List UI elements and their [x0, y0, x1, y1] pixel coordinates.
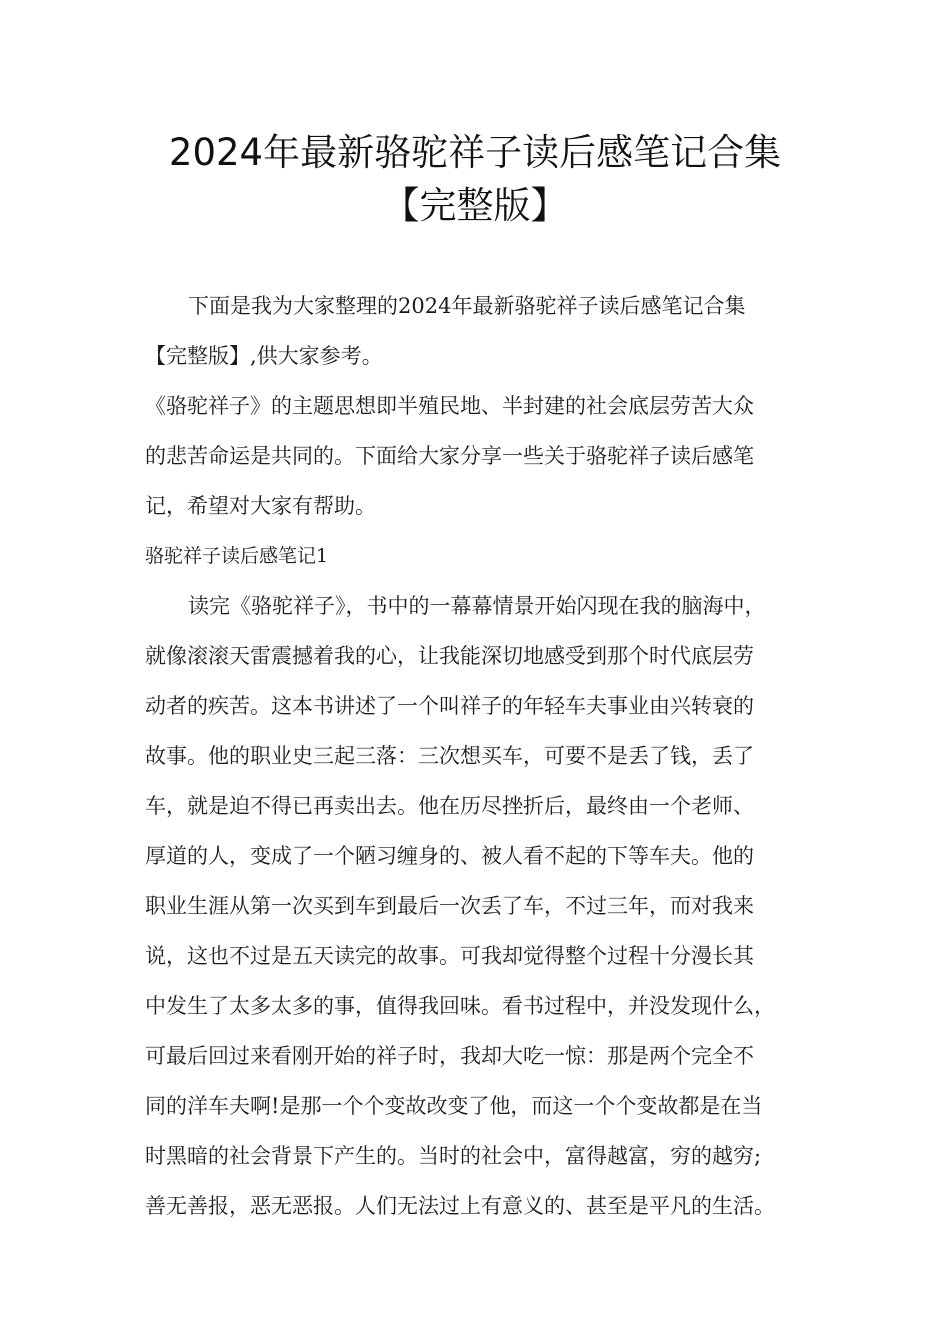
paragraph-line: 动者的疾苦。这本书讲述了一个叫祥子的年轻车夫事业由兴转衰的: [145, 694, 754, 718]
paragraph-line: 可最后回过来看刚开始的祥子时，我却大吃一惊：那是两个完全不: [145, 1044, 754, 1068]
paragraph-line: 中发生了太多太多的事，值得我回味。看书过程中，并没发现什么，: [145, 994, 775, 1018]
paragraph-line: 记，希望对大家有帮助。: [145, 494, 376, 518]
paragraph-line: 下面是我为大家整理的2024年最新骆驼祥子读后感笔记合集: [188, 294, 746, 318]
paragraph-line: 读完《骆驼祥子》，书中的一幕幕情景开始闪现在我的脑海中，: [188, 594, 766, 618]
paragraph-line: 职业生涯从第一次买到车到最后一次丢了车，不过三年，而对我来: [145, 894, 754, 918]
document-title-line-2: 【完整版】: [382, 184, 568, 227]
paragraph-line: 的悲苦命运是共同的。下面给大家分享一些关于骆驼祥子读后感笔: [145, 444, 754, 468]
paragraph-line: 善无善报，恶无恶报。人们无法过上有意义的、甚至是平凡的生活。: [145, 1194, 775, 1218]
paragraph-line: 时黑暗的社会背景下产生的。当时的社会中，富得越富，穷的越穷;: [145, 1144, 762, 1168]
paragraph-line: 说，这也不过是五天读完的故事。可我却觉得整个过程十分漫长其: [145, 944, 754, 968]
paragraph-line: 故事。他的职业史三起三落：三次想买车，可要不是丢了钱，丢了: [145, 744, 754, 768]
paragraph-line: 【完整版】,供大家参考。: [145, 344, 383, 368]
section-heading: 骆驼祥子读后感笔记1: [145, 545, 329, 567]
document-body: [145, 281, 835, 1231]
document-title-line-1: 2024年最新骆驼祥子读后感笔记合集: [168, 131, 782, 174]
paragraph-line: 同的洋车夫啊!是那一个个变故改变了他，而这一个个变故都是在当: [145, 1094, 763, 1118]
paragraph-line: 厚道的人，变成了一个陋习缠身的、被人看不起的下等车夫。他的: [145, 844, 754, 868]
paragraph-line: 车，就是迫不得已再卖出去。他在历尽挫折后，最终由一个老师、: [145, 794, 754, 818]
paragraph-line: 就像滚滚天雷震撼着我的心，让我能深切地感受到那个时代底层劳: [145, 644, 754, 668]
paragraph-line: 《骆驼祥子》的主题思想即半殖民地、半封建的社会底层劳苦大众: [145, 394, 754, 418]
